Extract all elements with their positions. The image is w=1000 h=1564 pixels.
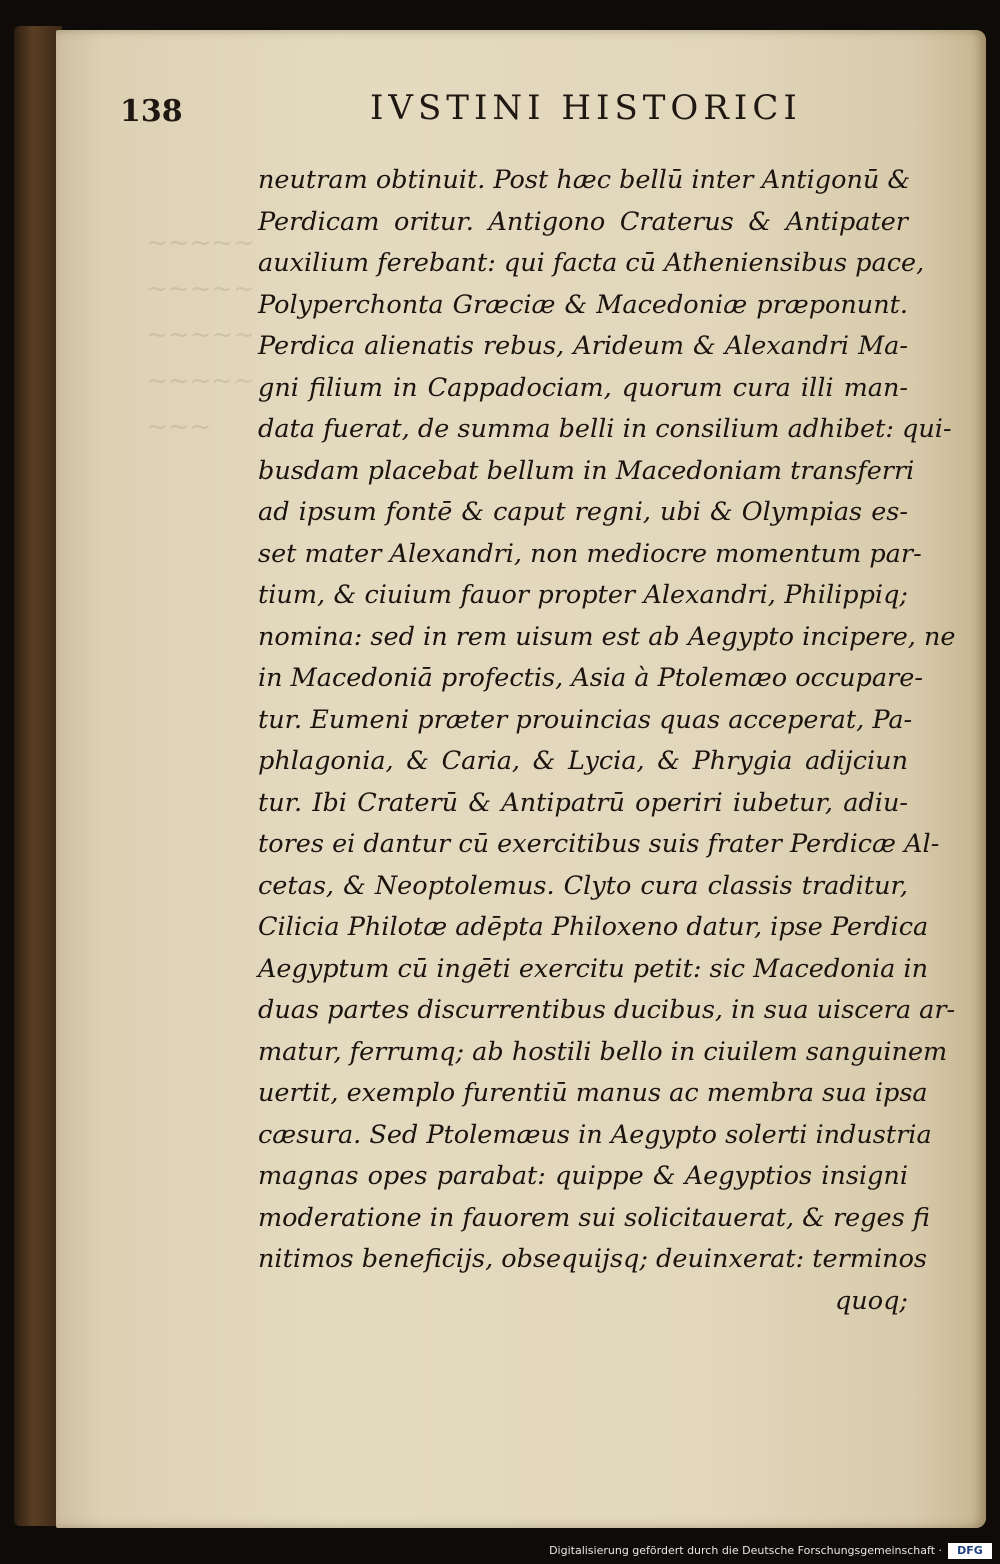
- text-line: in Macedoniā profectis, Asia à Ptolemæo occupare-: [258, 663, 923, 693]
- text-line: auxilium ferebant: qui facta cū Atheniensibus pace,: [258, 248, 925, 278]
- text-line: tium, & ciuium fauor propter Alexandri, Philippiq;: [258, 580, 908, 610]
- text-line: phlagonia, & Caria, & Lycia, & Phrygia adijciun: [258, 746, 908, 776]
- running-title: IVSTINI HISTORICI: [370, 88, 802, 128]
- text-line: Cilicia Philotæ adēpta Philoxeno datur, ipse Perdica: [258, 912, 929, 942]
- page-header: [120, 88, 910, 138]
- footer-bar: [0, 1538, 1000, 1564]
- folio-number: 138: [120, 94, 183, 129]
- text-line: cetas, & Neoptolemus. Clyto cura classis traditur,: [258, 870, 908, 901]
- catchword: quoq;: [834, 1285, 908, 1316]
- text-line: nomina: sed in rem uisum est ab Aegypto incipere, ne: [258, 621, 956, 652]
- text-line: ad ipsum fontē & caput regni, ubi & Olympias es-: [258, 497, 908, 527]
- text-line: gni filium in Cappadociam, quorum cura illi man-: [258, 372, 908, 403]
- text-line: tores ei dantur cū exercitibus suis frater Perdicæ Al-: [258, 829, 940, 859]
- text-line: matur, ferrumq; ab hostili bello in ciuilem sanguinem: [258, 1036, 948, 1067]
- text-line: tur. Ibi Craterū & Antipatrū operiri iubetur, adiu-: [258, 787, 908, 818]
- text-line: moderatione in fauorem sui solicitauerat, & reges fi: [258, 1202, 930, 1233]
- text-line: tur. Eumeni præter prouincias quas acceperat, Pa-: [258, 704, 913, 735]
- text-line: busdam placebat bellum in Macedoniam transferri: [258, 455, 915, 486]
- text-line: duas partes discurrentibus ducibus, in sua uiscera ar-: [258, 995, 956, 1025]
- book-binding-edge: [14, 26, 62, 1526]
- bleed-through-shadow: ~~~~~ ~~~~~ ~~~~~ ~~~~~ ~~~: [146, 228, 255, 442]
- text-line: Aegyptum cū ingēti exercitu petit: sic Macedonia in: [258, 953, 929, 984]
- text-line: magnas opes parabat: quippe & Aegyptios insigni: [258, 1161, 908, 1191]
- text-line: uertit, exemplo furentiū manus ac membra sua ipsa: [258, 1078, 928, 1108]
- funding-credit: Digitalisierung gefördert durch die Deutsche Forschungsgemeinschaft ·: [549, 1544, 942, 1557]
- text-block: [258, 160, 956, 1322]
- text-line: cæsura. Sed Ptolemæus in Aegypto solerti industria: [258, 1119, 932, 1150]
- text-line: nitimos beneficijs, obsequijsq; deuinxerat: terminos: [258, 1244, 928, 1274]
- text-line: neutram obtinuit. Post hæc bellū inter Antigonū &: [258, 165, 911, 195]
- text-line: set mater Alexandri, non mediocre momentum par-: [258, 538, 922, 569]
- text-line: data fuerat, de summa belli in consilium adhibet: qui-: [258, 414, 952, 444]
- text-line: Polyperchonta Græciæ & Macedoniæ præponunt.: [258, 289, 908, 320]
- text-line: Perdica alienatis rebus, Arideum & Alexandri Ma-: [258, 331, 908, 361]
- text-line: Perdicam oritur. Antigono Craterus & Antipater: [258, 206, 908, 237]
- dfg-logo: DFG: [948, 1543, 992, 1559]
